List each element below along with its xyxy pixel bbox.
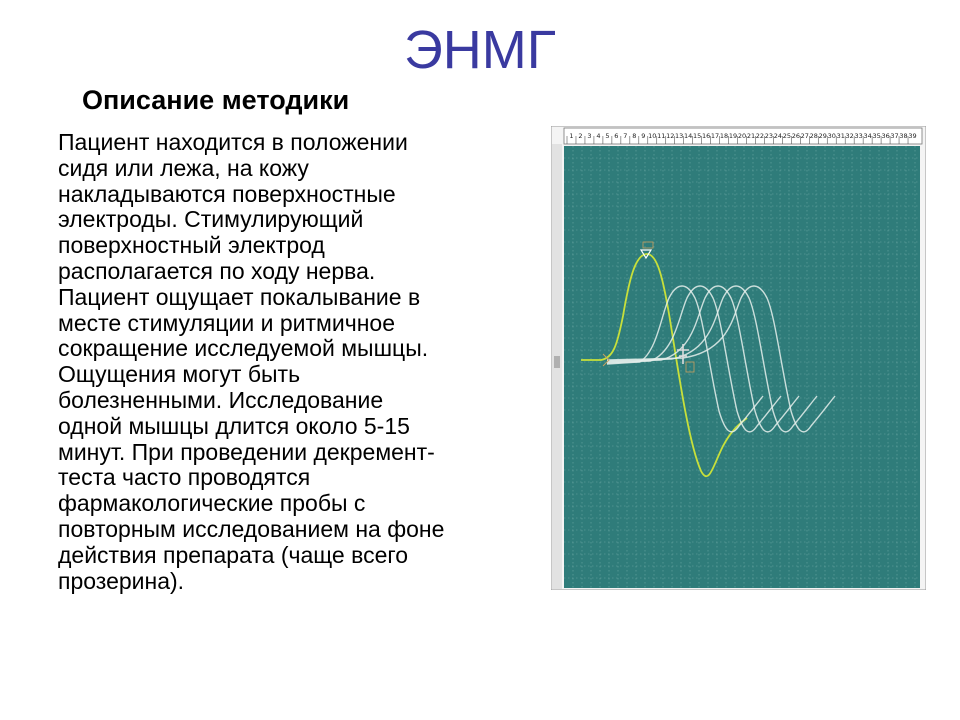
ruler-number: 32 bbox=[845, 132, 854, 140]
text-line: располагается по ходу нерва. bbox=[58, 257, 376, 284]
ruler-number: 36 bbox=[881, 132, 890, 140]
ruler-number: 11 bbox=[657, 132, 666, 140]
ruler-number: 26 bbox=[791, 132, 800, 140]
ruler-number: 37 bbox=[890, 132, 899, 140]
ruler-number: 10 bbox=[648, 132, 657, 140]
slide-title: ЭНМГ bbox=[403, 20, 557, 80]
ruler-number: 30 bbox=[827, 132, 836, 140]
ruler-number: 25 bbox=[782, 132, 792, 140]
ruler-number: 21 bbox=[746, 132, 756, 140]
text-line: поверхностный электрод bbox=[58, 232, 325, 259]
ruler-number: 28 bbox=[809, 132, 818, 140]
ruler-number: 6 bbox=[614, 132, 619, 140]
text-line: прозерина). bbox=[58, 567, 185, 594]
ruler-number: 23 bbox=[764, 132, 774, 140]
text-line: сидя или лежа, на кожу bbox=[58, 154, 309, 181]
text-line: месте стимуляции и ритмичное bbox=[58, 309, 395, 336]
ruler-number: 16 bbox=[701, 132, 711, 140]
ruler-number: 24 bbox=[773, 132, 783, 140]
text-line: одной мышцы длится около 5-15 bbox=[58, 412, 410, 439]
ruler-number: 31 bbox=[836, 132, 845, 140]
ruler-number: 29 bbox=[818, 132, 827, 140]
text-line: теста часто проводятся bbox=[58, 464, 311, 491]
ruler-number: 39 bbox=[908, 132, 917, 140]
ruler-number: 33 bbox=[854, 132, 863, 140]
emg-recording-image bbox=[551, 126, 926, 590]
text-line: болезненными. Исследование bbox=[58, 386, 384, 413]
ruler-number: 14 bbox=[684, 132, 693, 140]
text-line: накладываются поверхностные bbox=[58, 180, 396, 207]
ruler-number: 17 bbox=[710, 132, 720, 140]
ruler-number: 34 bbox=[863, 132, 872, 140]
ruler-number: 9 bbox=[641, 132, 646, 140]
ruler-number: 19 bbox=[728, 132, 738, 140]
ruler-number: 22 bbox=[755, 132, 765, 140]
ruler-number: 12 bbox=[666, 132, 675, 140]
text-line: действия препарата (чаще всего bbox=[58, 541, 409, 568]
ruler-number: 3 bbox=[587, 132, 592, 140]
text-line: минут. При проведении декремент- bbox=[58, 438, 435, 465]
text-line: сокращение исследуемой мышцы. bbox=[58, 335, 429, 362]
ruler-number: 27 bbox=[800, 132, 809, 140]
text-line: фармакологические пробы с bbox=[58, 490, 366, 517]
ruler-number: 18 bbox=[719, 132, 729, 140]
text-line: повторным исследованием на фоне bbox=[58, 515, 445, 542]
ruler-number: 8 bbox=[632, 132, 637, 140]
text-line: Ощущения могут быть bbox=[58, 361, 301, 388]
description-paragraph bbox=[58, 130, 528, 594]
ruler-number: 4 bbox=[596, 132, 601, 140]
section-subtitle: Описание методики bbox=[82, 85, 350, 115]
ruler-number: 7 bbox=[623, 132, 628, 140]
ruler-number: 38 bbox=[899, 132, 908, 140]
ruler-number: 13 bbox=[675, 132, 684, 140]
ruler-number: 15 bbox=[692, 132, 702, 140]
emg-plot-area bbox=[564, 146, 920, 588]
text-line: электроды. Стимулирующий bbox=[58, 206, 364, 233]
scrollbar-thumb[interactable] bbox=[554, 356, 560, 368]
ruler-number: 35 bbox=[872, 132, 881, 140]
emg-screen bbox=[551, 126, 926, 590]
ruler-number: 1 bbox=[569, 132, 574, 140]
text-line: Пациент находится в положении bbox=[58, 129, 408, 155]
ruler-number: 20 bbox=[737, 132, 747, 140]
ruler-number: 2 bbox=[578, 132, 583, 140]
ruler-number: 5 bbox=[605, 132, 610, 140]
text-line: Пациент ощущает покалывание в bbox=[58, 283, 421, 310]
